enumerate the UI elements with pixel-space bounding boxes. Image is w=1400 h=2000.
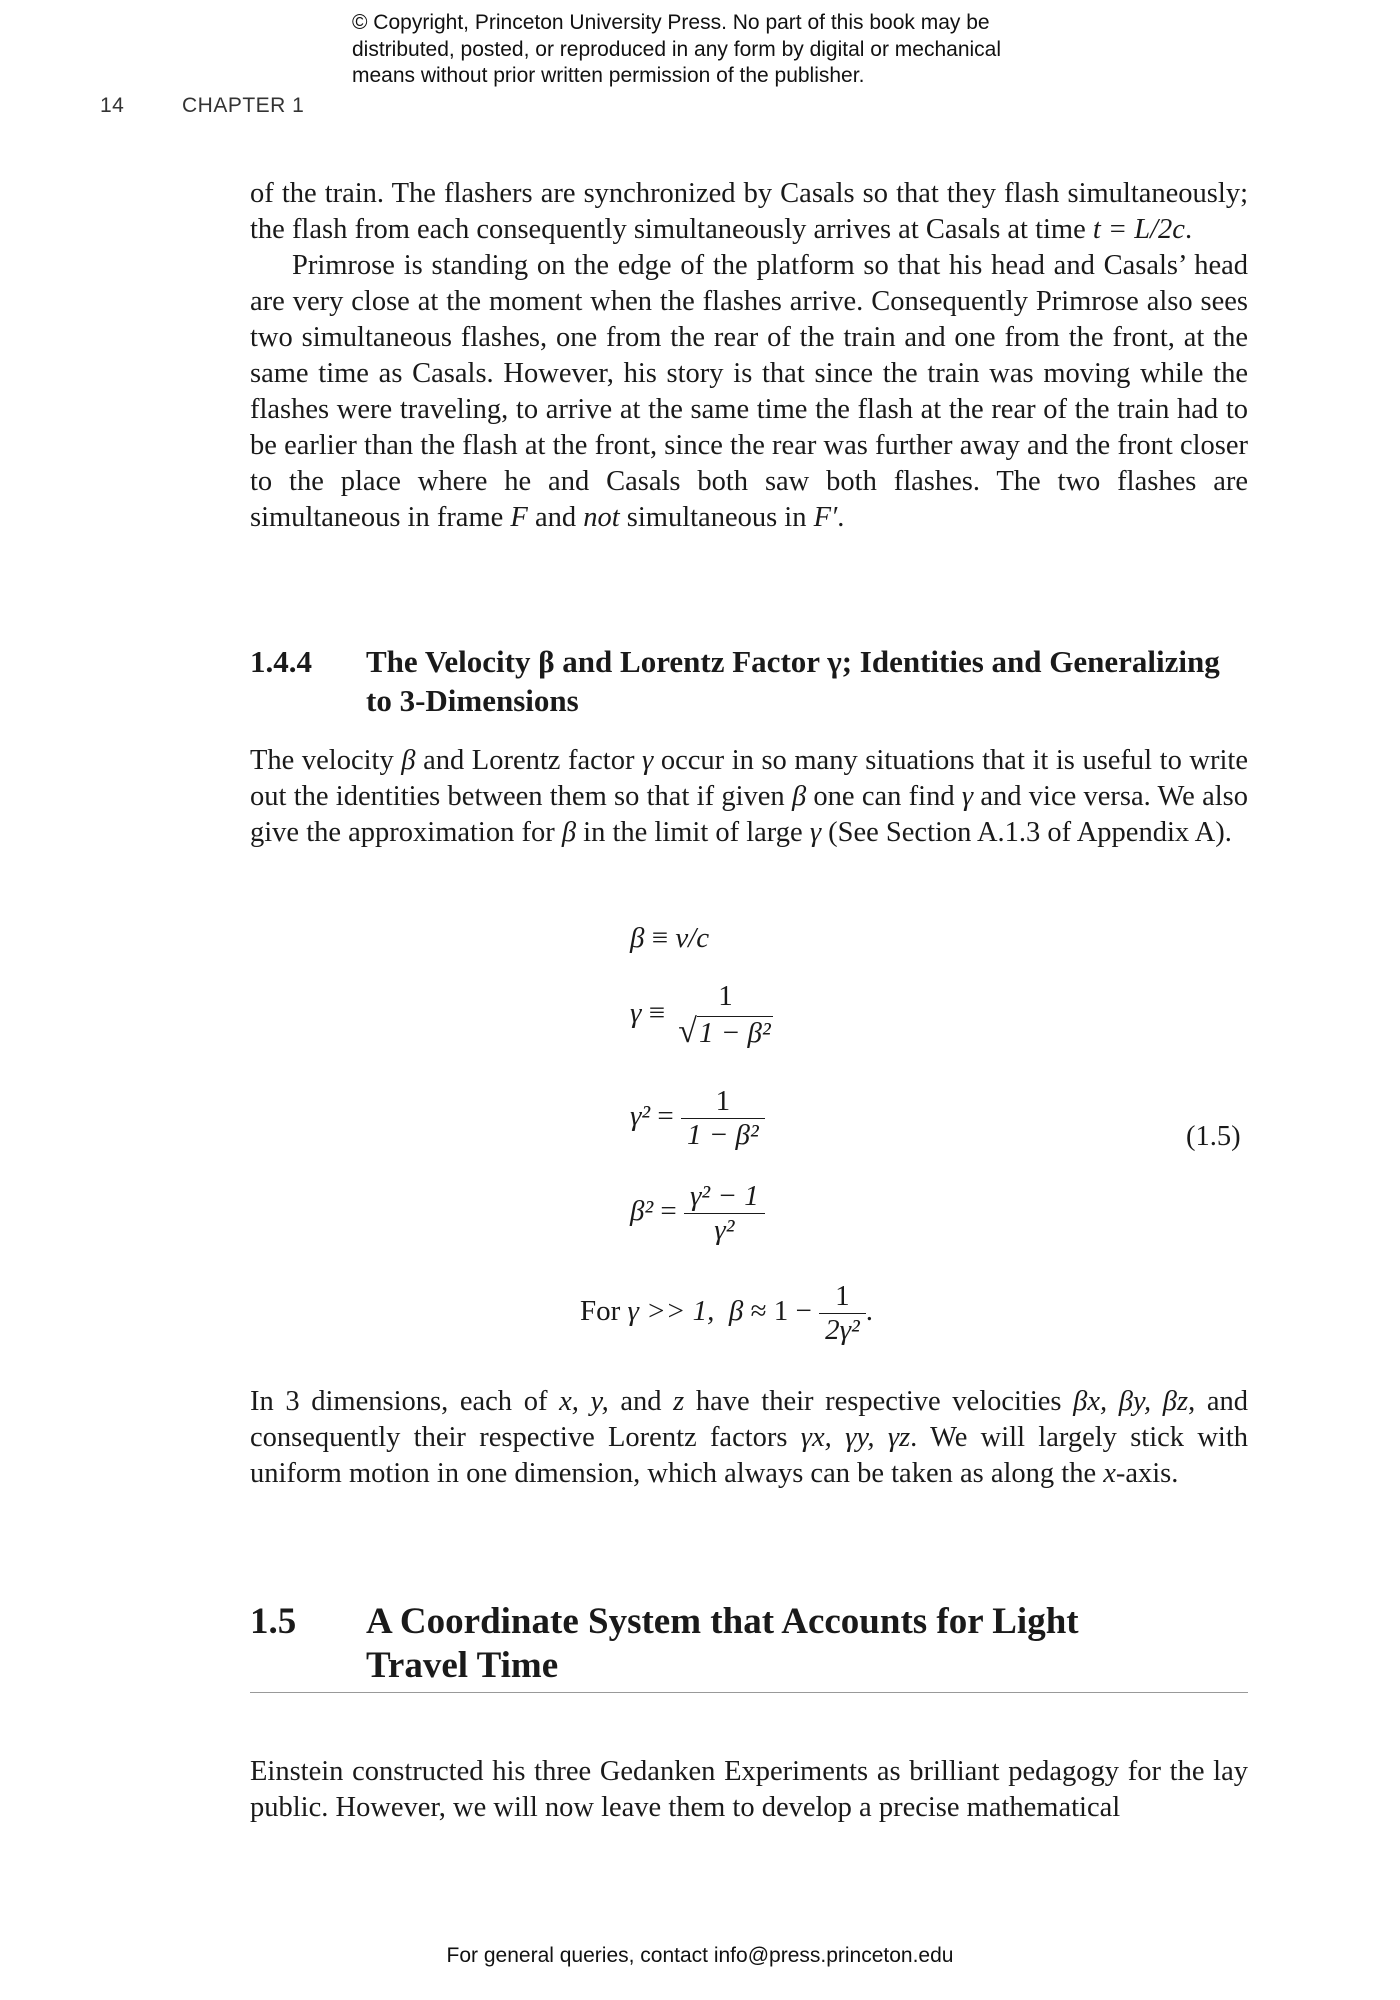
paragraph-velocity-lorentz: The velocity β and Lorentz factor γ occur in so many situations that it is useful to write out the identities between them so that if given β one can find γ and vice versa. We also give the approximation for β in the limit of large γ (See Section A.1.3 of Appendix A). <box>250 745 1248 848</box>
paragraph-train-flashers: of the train. The flashers are synchronized by Casals so that they flash simultaneously; the flash from each consequently simultaneously arrives at Casals at time t = L/2c. <box>250 178 1248 245</box>
equation-beta-squared: β² = $\frac{\text{γ² − 1}}{\text{γ²}}$ <box>630 1180 765 1247</box>
equation-number: (1.5) <box>1186 1121 1241 1152</box>
section-title: The Velocity β and Lorentz Factor γ; Identities and Generalizing to 3-Dimensions <box>366 644 1220 718</box>
equation-gamma-squared: γ² = $\frac{1}{\text{1 − β²}}$ <box>630 1085 765 1152</box>
body-block-4 <box>250 1754 1248 1826</box>
running-head <box>0 94 1400 124</box>
paragraph-primrose: Primrose is standing on the edge of the platform so that his head and Casals’ head are very close at the moment when the flashes arrive. Consequently Primrose also sees two simultaneous flashes, one from the rear of the train and one from the front, at the same time as Casals. However, his story is that since the train was moving while the flashes were traveling, to arrive at the same time the flash at the rear of the train had to be earlier than the flash at the front, since the rear was further away and the front closer to the place where he and Casals both saw both flashes. The two flashes are simultaneous in frame F and not simultaneous in F′. <box>250 250 1248 533</box>
body-block-1 <box>250 176 1248 536</box>
equation-gamma-def: γ ≡ 1 √1 − β² <box>630 980 771 1050</box>
copyright-line: distributed, posted, or reproduced in any form by digital or mechanical <box>352 37 1002 61</box>
section-rule <box>250 1692 1248 1693</box>
copyright-notice <box>352 10 1112 90</box>
footer-contact: For general queries, contact info@press.princeton.edu <box>446 1944 954 1967</box>
section-number: 1.5 <box>250 1601 297 1642</box>
section-title: A Coordinate System that Accounts for Light Travel Time <box>366 1601 1079 1686</box>
equation-large-gamma-approx: For γ >> 1, β ≈ 1 − $\frac{1}{\text{2γ²}}$ . <box>580 1280 873 1346</box>
paragraph-einstein-gedanken: Einstein constructed his three Gedanken Experiments as brilliant pedagogy for the lay public. However, we will now leave them to develop a precise mathematical <box>250 1756 1248 1823</box>
body-block-2 <box>250 743 1248 851</box>
copyright-line: means without prior written permission of the publisher. <box>352 64 865 87</box>
body-block-3 <box>250 1384 1248 1492</box>
equation-beta-def: β ≡ v/c <box>630 922 710 954</box>
copyright-line: © Copyright, Princeton University Press. No part of this book may be <box>352 11 990 34</box>
inline-equation: t = L/2c <box>1092 214 1185 245</box>
section-number: 1.4.4 <box>250 644 312 679</box>
paragraph-three-dimensions: In 3 dimensions, each of x, y, and z have their respective velocities βx, βy, βz, and consequently their respective Lorentz factors γx, γy, γz. We will largely stick with uniform motion in one dimension, which always can be taken as along the x-axis. <box>250 1386 1249 1489</box>
chapter-label: CHAPTER 1 <box>182 94 305 117</box>
page-number: 14 <box>100 94 125 117</box>
